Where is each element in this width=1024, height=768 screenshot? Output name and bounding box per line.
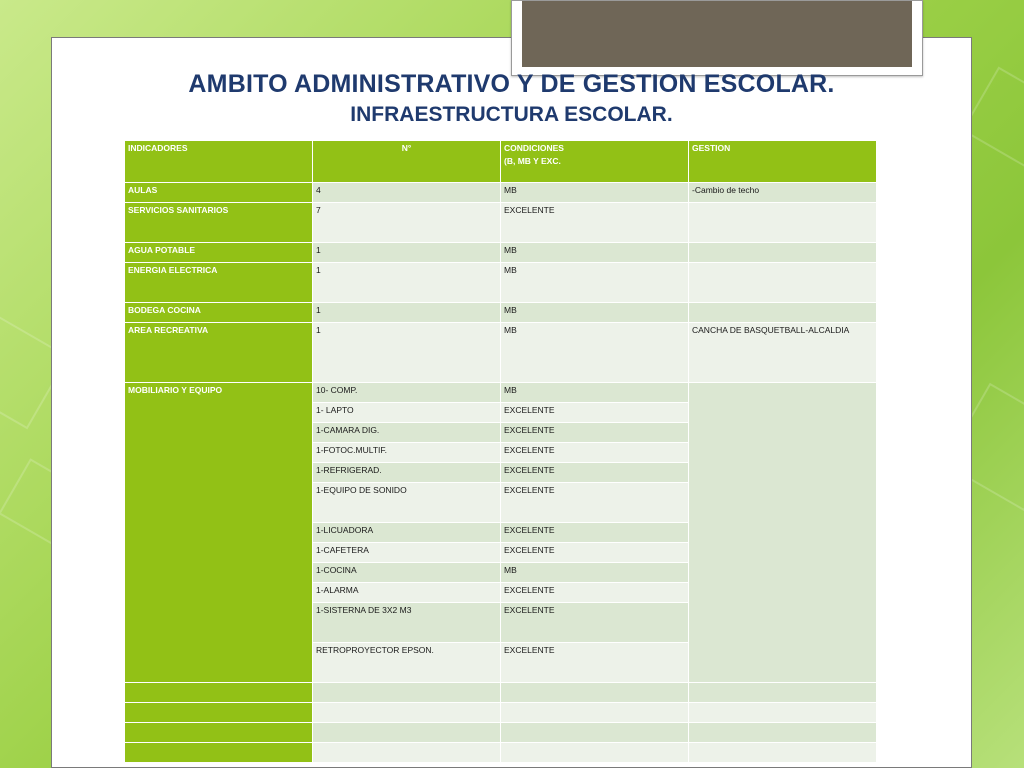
infrastructure-table: [124, 140, 877, 763]
numero-cell: 1-FOTOC.MULTIF.: [313, 443, 501, 463]
indicador-cell: BODEGA COCINA: [125, 303, 313, 323]
header-indicadores: INDICADORES: [125, 141, 313, 183]
numero-cell: [313, 683, 501, 703]
condicion-cell: MB: [501, 323, 689, 383]
numero-cell: 1: [313, 303, 501, 323]
numero-cell: 1- LAPTO: [313, 403, 501, 423]
indicador-cell: [125, 703, 313, 723]
table-header-row: [125, 141, 877, 183]
gestion-cell: CANCHA DE BASQUETBALL-ALCALDIA: [689, 323, 877, 383]
indicador-cell: ENERGIA ELECTRICA: [125, 263, 313, 303]
numero-cell: 1-CAFETERA: [313, 543, 501, 563]
condicion-cell: [501, 723, 689, 743]
slide-subtitle: INFRAESTRUCTURA ESCOLAR.: [350, 103, 673, 126]
indicador-cell: [125, 683, 313, 703]
condicion-cell: [501, 683, 689, 703]
indicador-cell: MOBILIARIO Y EQUIPO: [125, 383, 313, 683]
table-row-empty: [125, 703, 877, 723]
condicion-cell: EXCELENTE: [501, 203, 689, 243]
condicion-cell: EXCELENTE: [501, 443, 689, 463]
numero-cell: 1-EQUIPO DE SONIDO: [313, 483, 501, 523]
numero-cell: 1-REFRIGERAD.: [313, 463, 501, 483]
photo-placeholder: [522, 1, 912, 67]
numero-cell: [313, 723, 501, 743]
header-condiciones: [501, 141, 689, 183]
gestion-cell: [689, 683, 877, 703]
indicador-cell: SERVICIOS SANITARIOS: [125, 203, 313, 243]
gestion-cell: [689, 303, 877, 323]
indicador-cell: [125, 743, 313, 763]
condicion-cell: MB: [501, 383, 689, 403]
table-row: [125, 303, 877, 323]
numero-cell: 10- COMP.: [313, 383, 501, 403]
gestion-cell: [689, 743, 877, 763]
condicion-cell: MB: [501, 183, 689, 203]
condicion-cell: MB: [501, 243, 689, 263]
gestion-cell: [689, 203, 877, 243]
gestion-cell: -Cambio de techo: [689, 183, 877, 203]
numero-cell: 1-ALARMA: [313, 583, 501, 603]
slide-title: AMBITO ADMINISTRATIVO Y DE GESTION ESCOLAR.: [188, 70, 835, 98]
numero-cell: 1-CAMARA DIG.: [313, 423, 501, 443]
indicador-cell: AULAS: [125, 183, 313, 203]
gestion-cell: [689, 723, 877, 743]
numero-cell: [313, 743, 501, 763]
table-row: [125, 243, 877, 263]
condicion-cell: EXCELENTE: [501, 463, 689, 483]
numero-cell: [313, 703, 501, 723]
numero-cell: RETROPROYECTOR EPSON.: [313, 643, 501, 683]
numero-cell: 1-COCINA: [313, 563, 501, 583]
condicion-cell: [501, 743, 689, 763]
table-row: [125, 323, 877, 383]
indicador-cell: AGUA POTABLE: [125, 243, 313, 263]
table-row-empty: [125, 683, 877, 703]
header-gestion: GESTION: [689, 141, 877, 183]
numero-cell: 7: [313, 203, 501, 243]
header-numero: N°: [313, 141, 501, 183]
table-row: [125, 183, 877, 203]
condicion-cell: MB: [501, 563, 689, 583]
gestion-cell: [689, 243, 877, 263]
condicion-cell: MB: [501, 263, 689, 303]
condicion-cell: MB: [501, 303, 689, 323]
condicion-cell: EXCELENTE: [501, 543, 689, 563]
header-condiciones-line1: CONDICIONES: [504, 143, 564, 153]
gestion-cell: [689, 263, 877, 303]
table-row-empty: [125, 723, 877, 743]
table-row: [125, 263, 877, 303]
numero-cell: 1-SISTERNA DE 3X2 M3: [313, 603, 501, 643]
gestion-cell: [689, 383, 877, 683]
numero-cell: 1: [313, 263, 501, 303]
numero-cell: 1-LICUADORA: [313, 523, 501, 543]
condicion-cell: EXCELENTE: [501, 403, 689, 423]
table-row: [125, 203, 877, 243]
numero-cell: 1: [313, 323, 501, 383]
numero-cell: 1: [313, 243, 501, 263]
condicion-cell: EXCELENTE: [501, 603, 689, 643]
indicador-cell: [125, 723, 313, 743]
table-row-empty: [125, 743, 877, 763]
condicion-cell: EXCELENTE: [501, 523, 689, 543]
table-row: [125, 383, 877, 403]
condicion-cell: EXCELENTE: [501, 583, 689, 603]
header-condiciones-line2: (B, MB Y EXC.: [504, 156, 561, 166]
condicion-cell: [501, 703, 689, 723]
photo-frame: [511, 0, 923, 76]
gestion-cell: [689, 703, 877, 723]
condicion-cell: EXCELENTE: [501, 483, 689, 523]
condicion-cell: EXCELENTE: [501, 423, 689, 443]
condicion-cell: EXCELENTE: [501, 643, 689, 683]
numero-cell: 4: [313, 183, 501, 203]
indicador-cell: AREA RECREATIVA: [125, 323, 313, 383]
